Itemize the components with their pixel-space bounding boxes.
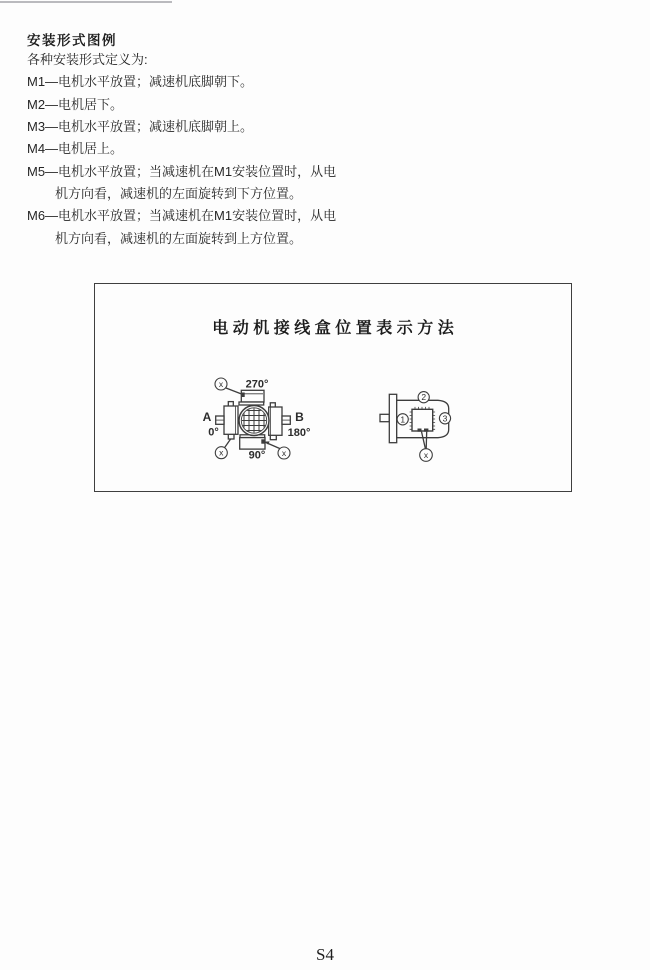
svg-text:x: x (218, 379, 224, 389)
cable-gland-top (242, 393, 245, 398)
marker-x-side (420, 449, 433, 462)
svg-text:2: 2 (421, 392, 427, 403)
angle-label-0: 0° (208, 426, 219, 439)
cable-gland-bottom (261, 439, 265, 443)
position-marker-2 (418, 392, 429, 403)
figure-box (94, 283, 572, 492)
motor-flange (389, 394, 396, 442)
motor-front-view-diagram (197, 373, 317, 466)
motor-side-view-diagram (377, 391, 477, 466)
definitions-block (27, 49, 345, 250)
angle-label-90: 90° (248, 449, 266, 462)
motor-shaft (380, 414, 389, 421)
junction-box-top (241, 390, 264, 402)
scan-artifact-line (0, 1, 172, 3)
marker-x-bottom-left (215, 447, 227, 459)
definition-m5: M5—电机水平放置；当减速机在M1安装位置时，从电机方向看，减速机的左面旋转到下方位置。 (27, 163, 337, 202)
definition-m6: M6—电机水平放置；当减速机在M1安装位置时，从电机方向看，减速机的左面旋转到上方位置。 (27, 208, 337, 246)
angle-label-180: 180° (287, 427, 311, 440)
marker-x-top (215, 378, 227, 390)
definition-m3: M3—电机水平放置；减速机底脚朝上。 (27, 119, 254, 135)
definition-m4: M4—电机居上。 (27, 141, 124, 157)
definition-m1: M1—电机水平放置；减速机底脚朝下。 (27, 74, 254, 90)
svg-text:x: x (281, 448, 287, 458)
svg-text:1: 1 (400, 414, 406, 425)
svg-text:x: x (423, 450, 429, 461)
svg-text:3: 3 (442, 413, 448, 424)
figure-title: 电动机接线盒位置表示方法 (212, 320, 459, 337)
shaft-end-label-b: B (295, 410, 304, 425)
definitions-intro: 各种安装形式定义为: (27, 52, 148, 67)
top-mounting-plate (239, 402, 264, 405)
svg-text:x: x (219, 447, 224, 458)
shaft-end-label-a: A (202, 410, 212, 425)
position-marker-3 (439, 413, 450, 424)
side-cable-gland-1 (418, 429, 422, 432)
side-cable-gland-2 (424, 429, 428, 432)
marker-x-bottom-right (278, 447, 290, 459)
page-number: S4 (316, 945, 334, 964)
section-heading: 安装形式图例 (27, 33, 117, 48)
side-junction-box (412, 409, 433, 431)
side-leader-line-2 (426, 432, 427, 449)
angle-label-270: 270° (245, 378, 269, 391)
definition-m2: M2—电机居下。 (27, 96, 124, 112)
leader-line-top (226, 388, 242, 394)
junction-box-bottom (240, 438, 265, 450)
position-marker-1 (397, 414, 408, 425)
